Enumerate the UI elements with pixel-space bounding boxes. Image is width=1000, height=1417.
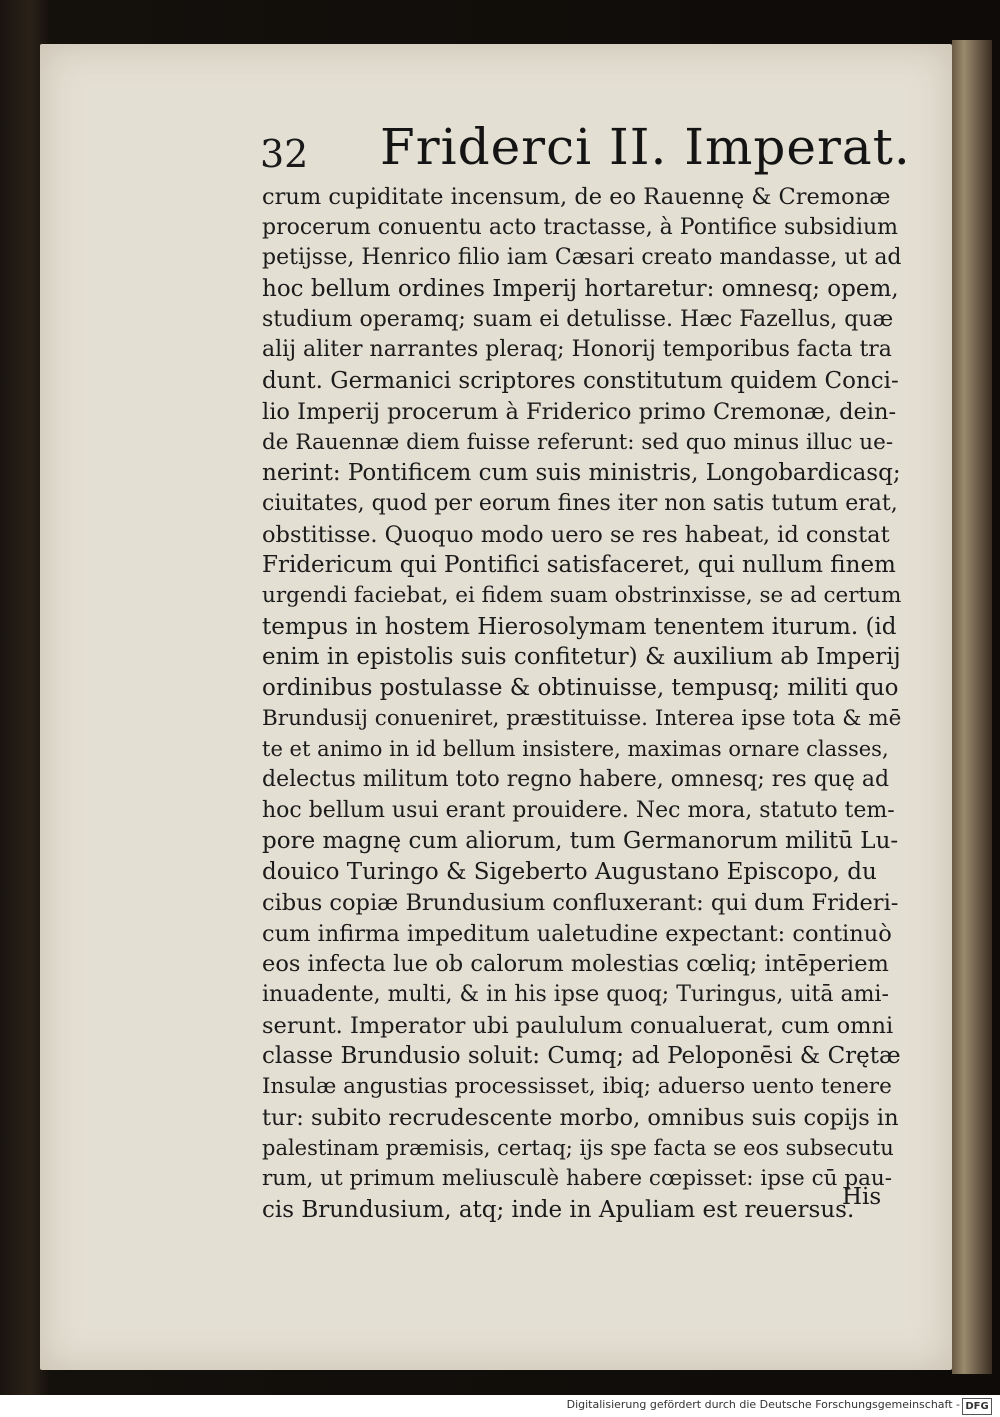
text-line: Fridericum qui Pontifici satisfaceret, qui nullum finem <box>262 552 896 579</box>
text-line: delectus militum toto regno habere, omnesq; res quę ad <box>262 767 890 793</box>
text-line: rum, ut primum meliusculè habere cœpisset: ipse cū pau- <box>262 1166 893 1191</box>
text-line: tempus in hostem Hierosolymam tenentem iturum. (id <box>262 613 897 640</box>
book-edge <box>952 40 992 1374</box>
text-line: lio Imperij procerum à Friderico primo Cremonæ, dein- <box>262 398 897 425</box>
text-line: ciuitates, quod per eorum fines iter non satis tutum erat, <box>262 490 898 516</box>
text-line: cibus copiæ Brundusium confluxerant: qui dum Frideri- <box>262 889 899 916</box>
text-line: cis Brundusium, atq; inde in Apuliam est reuersus. <box>262 1196 855 1223</box>
text-line: enim in epistolis suis confitetur) & auxilium ab Imperij <box>262 644 901 671</box>
text-line: classe Brundusio soluit: Cumq; ad Peloponēsi & Crętæ <box>262 1043 901 1070</box>
text-line: de Rauennæ diem fuisse referunt: sed quo minus illuc ue- <box>262 429 894 455</box>
page-header <box>260 118 911 178</box>
text-line: Brundusij conueniret, præstituisse. Interea ipse tota & mē <box>262 705 902 731</box>
text-line: pore magnę cum aliorum, tum Germanorum militū Lu- <box>262 828 899 855</box>
text-line: ordinibus postulasse & obtinuisse, tempusq; militi quo <box>262 675 899 701</box>
text-line: hoc bellum ordines Imperij hortaretur: omnesq; opem, <box>262 276 899 303</box>
text-line: alij aliter narrantes pleraq; Honorij temporibus facta tra <box>262 337 892 363</box>
text-line: obstitisse. Quoquo modo uero se res habeat, id constat <box>262 521 890 548</box>
text-line: serunt. Imperator ubi paululum conualuerat, cum omni <box>262 1012 894 1039</box>
text-line: urgendi faciebat, ei fidem suam obstrinxisse, se ad certum <box>262 582 902 608</box>
text-line: petijsse, Henrico filio iam Cæsari creato mandasse, ut ad <box>262 245 902 271</box>
text-line: tur: subito recrudescente morbo, omnibus suis copijs in <box>262 1104 899 1131</box>
footer-credit: Digitalisierung gefördert durch die Deutsche Forschungsgemeinschaft - <box>566 1398 960 1411</box>
text-line: palestinam præmisis, certaq; ijs spe facta se eos subsecutu <box>262 1136 894 1161</box>
text-line: studium operamq; suam ei detulisse. Hæc Fazellus, quæ <box>262 306 894 332</box>
text-line: hoc bellum usui erant prouidere. Nec mora, statuto tem- <box>262 797 895 823</box>
footer-bar <box>0 1395 1000 1417</box>
text-line: nerint: Pontificem cum suis ministris, Longobardicasq; <box>262 460 901 487</box>
text-line: douico Turingo & Sigeberto Augustano Episcopo, du <box>262 859 877 886</box>
page-number: 32 <box>260 132 309 176</box>
dfg-logo-icon: DFG <box>962 1398 992 1415</box>
text-line: procerum conuentu acto tractasse, à Pontifice subsidium <box>262 214 899 240</box>
text-line: eos infecta lue ob calorum molestias cœliq; intēperiem <box>262 951 889 978</box>
text-line: dunt. Germanici scriptores constitutum quidem Conci- <box>262 368 899 395</box>
text-line: Insulæ angustias processisset, ibiq; aduerso uento tenere <box>262 1073 892 1099</box>
text-line: crum cupiditate incensum, de eo Rauennę & Cremonæ <box>262 184 891 210</box>
text-line: inuadente, multi, & in his ipse quoq; Turingus, uitā ami- <box>262 981 889 1007</box>
text-line: te et animo in id bellum insistere, maximas ornare classes, <box>262 737 889 762</box>
body-text <box>262 182 902 1225</box>
running-head: Friderci II. Imperat. <box>380 118 911 176</box>
text-line: cum infirma impeditum ualetudine expectant: continuò <box>262 920 892 947</box>
catchword: His <box>842 1184 882 1210</box>
